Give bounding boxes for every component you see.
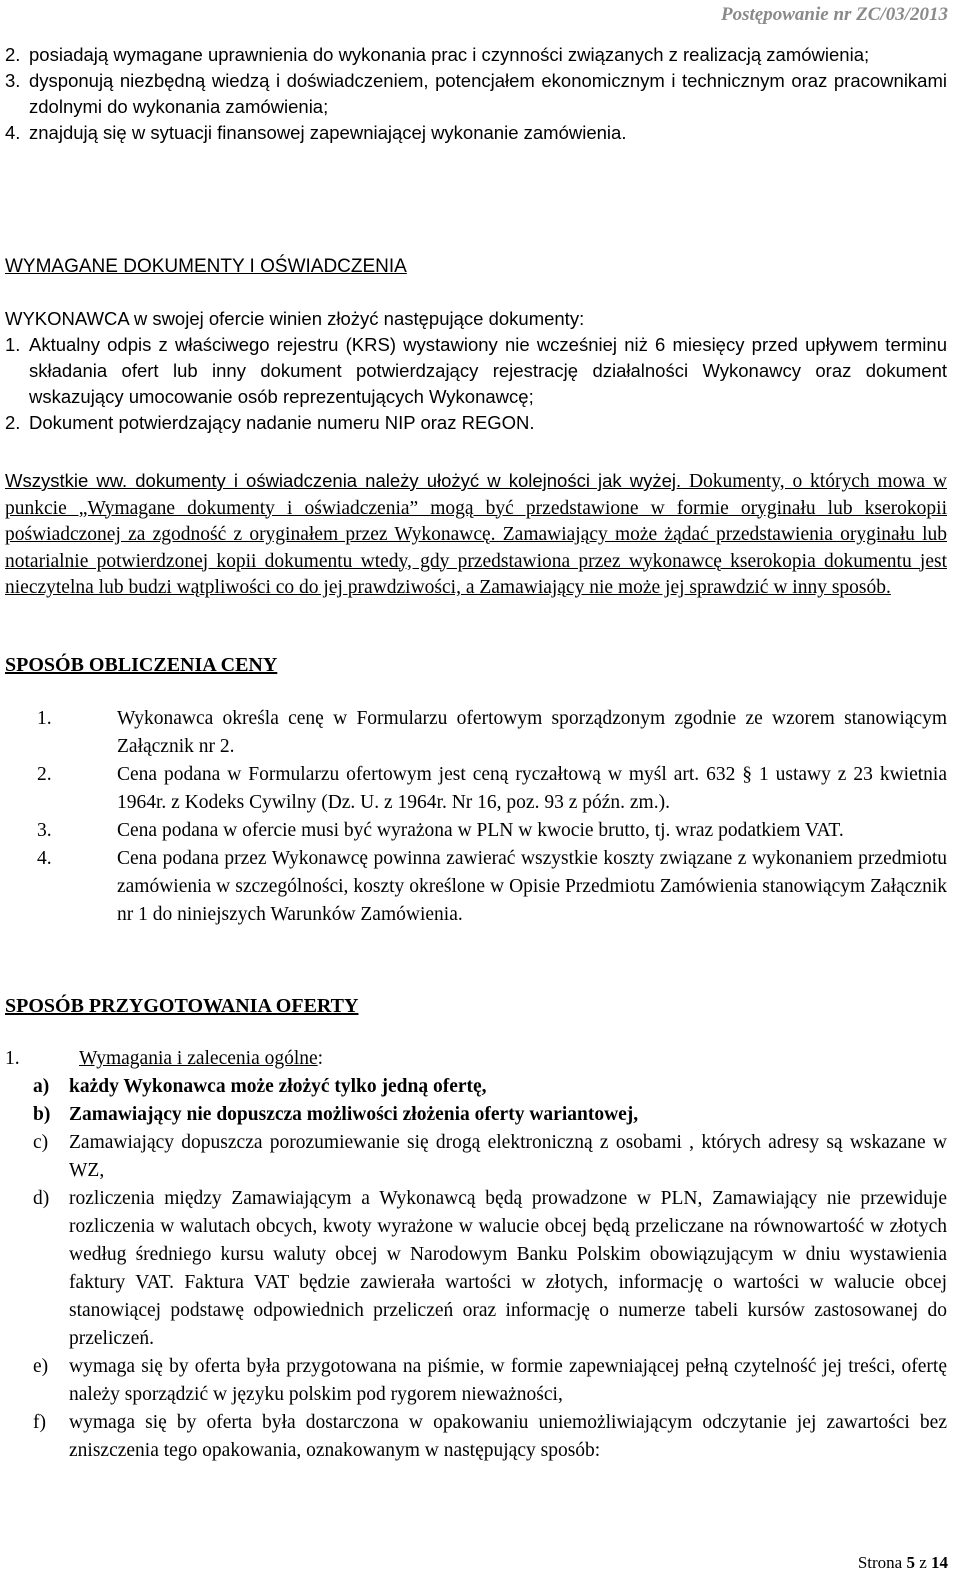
documents-section [5, 306, 947, 436]
requirements-list [5, 42, 947, 146]
documents-note [5, 468, 947, 602]
list-item: 4. Cena podana przez Wykonawcę powinna zawierać wszystkie koszty związane z wykonaniem przedmiotu zamówienia w szczególności, koszty określone w Opisie Przedmiotu Zamówienia stanowiącym Załącznik nr 1 do niniejszych Warunków Zamówienia. [37, 848, 947, 925]
documents-intro: WYKONAWCA w swojej ofercie winien złożyć następujące dokumenty: [5, 308, 585, 329]
offer-section [5, 1045, 947, 1465]
page-header: Postępowanie nr ZC/03/2013 [721, 4, 948, 25]
list-item: e) wymaga się by oferta była przygotowana na piśmie, w formie zapewniającej pełną czytelność jej treści, ofertę należy sporządzić w języku polskim pod rygorem nieważności, [33, 1356, 947, 1405]
section-heading-documents: WYMAGANE DOKUMENTY I OŚWIADCZENIA [5, 256, 407, 277]
list-item: f) wymaga się by oferta była dostarczona w opakowaniu uniemożliwiającym odczytanie jej zawartości bez zniszczenia tego opakowania, oznakowanym w następujący sposób: [33, 1412, 947, 1461]
list-item: d) rozliczenia między Zamawiającym a Wykonawcą będą prowadzone w PLN, Zamawiający nie przewiduje rozliczenia w walutach obcych, kwoty wyrażone w walucie obcej będą przeliczane na równowartość w złotych według średniego kursu waluty obcej w Narodowym Banku Polskim obowiązującym w dniu wystawienia faktury VAT. Faktura VAT będzie zawierała wartości w złotych, informację o wartości w walucie obcej stanowiącej podstawę odpowiednich przeliczeń oraz informację o numerze tabeli kursów zastosowanej do przeliczeń. [33, 1188, 947, 1349]
list-item: 1. Aktualny odpis z właściwego rejestru (KRS) wystawiony nie wcześniej niż 6 miesięcy przed upływem terminu składania ofert lub inny dokument potwierdzający rejestrację działalności Wykonawcy oraz dokument wskazujący umocowanie osób reprezentujących Wykonawcę; [5, 334, 947, 407]
list-item: 1. Wykonawca określa cenę w Formularzu ofertowym sporządzonym zgodnie ze wzorem stanowiącym Załącznik nr 2. [37, 708, 947, 757]
offer-subheading: 1. Wymagania i zalecenia ogólne: [5, 1048, 324, 1069]
section-heading-offer: SPOSÓB PRZYGOTOWANIA OFERTY [5, 995, 359, 1017]
list-item: b) Zamawiający nie dopuszcza możliwości złożenia oferty wariantowej, [33, 1104, 639, 1125]
list-item: 3. Cena podana w ofercie musi być wyrażona w PLN w kwocie brutto, tj. wraz podatkiem VAT. [37, 820, 844, 841]
price-section [5, 705, 947, 929]
list-item: 2. Cena podana w Formularzu ofertowym jest ceną ryczałtową w myśl art. 632 § 1 ustawy z 23 kwietnia 1964r. z Kodeks Cywilny (Dz. U. z 1964r. Nr 16, poz. 93 z późn. zm.). [37, 764, 947, 813]
section-heading-price: SPOSÓB OBLICZENIA CENY [5, 654, 278, 676]
list-item: 2. posiadają wymagane uprawnienia do wykonania prac i czynności związanych z realizacją zamówienia; [5, 44, 870, 65]
list-item: 3. dysponują niezbędną wiedzą i doświadczeniem, potencjałem ekonomicznym i technicznym oraz pracownikami zdolnymi do wykonania zamówienia; [5, 70, 947, 117]
documents-note-order: Wszystkie ww. dokumenty i oświadczenia należy ułożyć w kolejności jak wyżej. [5, 470, 682, 491]
list-item: 4. znajdują się w sytuacji finansowej zapewniającej wykonanie zamówienia. [5, 122, 627, 143]
documents-note-body: Dokumenty, o których mowa w punkcie „Wymagane dokumenty i oświadczenia” mogą być przedstawione w formie oryginału lub kserokopii poświadczonej za zgodność z oryginałem przez Wykonawcę. Zamawiający może żądać przedstawienia oryginału lub notarialnie potwierdzonej kopii dokumentu wtedy, gdy przedstawiona przez wykonawcę kserokopia dokumentu jest nieczytelna lub budzi wątpliwości co do jej prawdziwości, a Zamawiający nie może jej sprawdzić w inny sposób. [5, 471, 947, 598]
list-item: 2. Dokument potwierdzający nadanie numeru NIP oraz REGON. [5, 412, 535, 433]
list-item: c) Zamawiający dopuszcza porozumiewanie się drogą elektroniczną z osobami , których adresy są wskazane w WZ, [33, 1132, 947, 1181]
page-footer: Strona 5 z 14 [857, 1553, 948, 1572]
list-item: a) każdy Wykonawca może złożyć tylko jedną ofertę, [33, 1076, 487, 1097]
